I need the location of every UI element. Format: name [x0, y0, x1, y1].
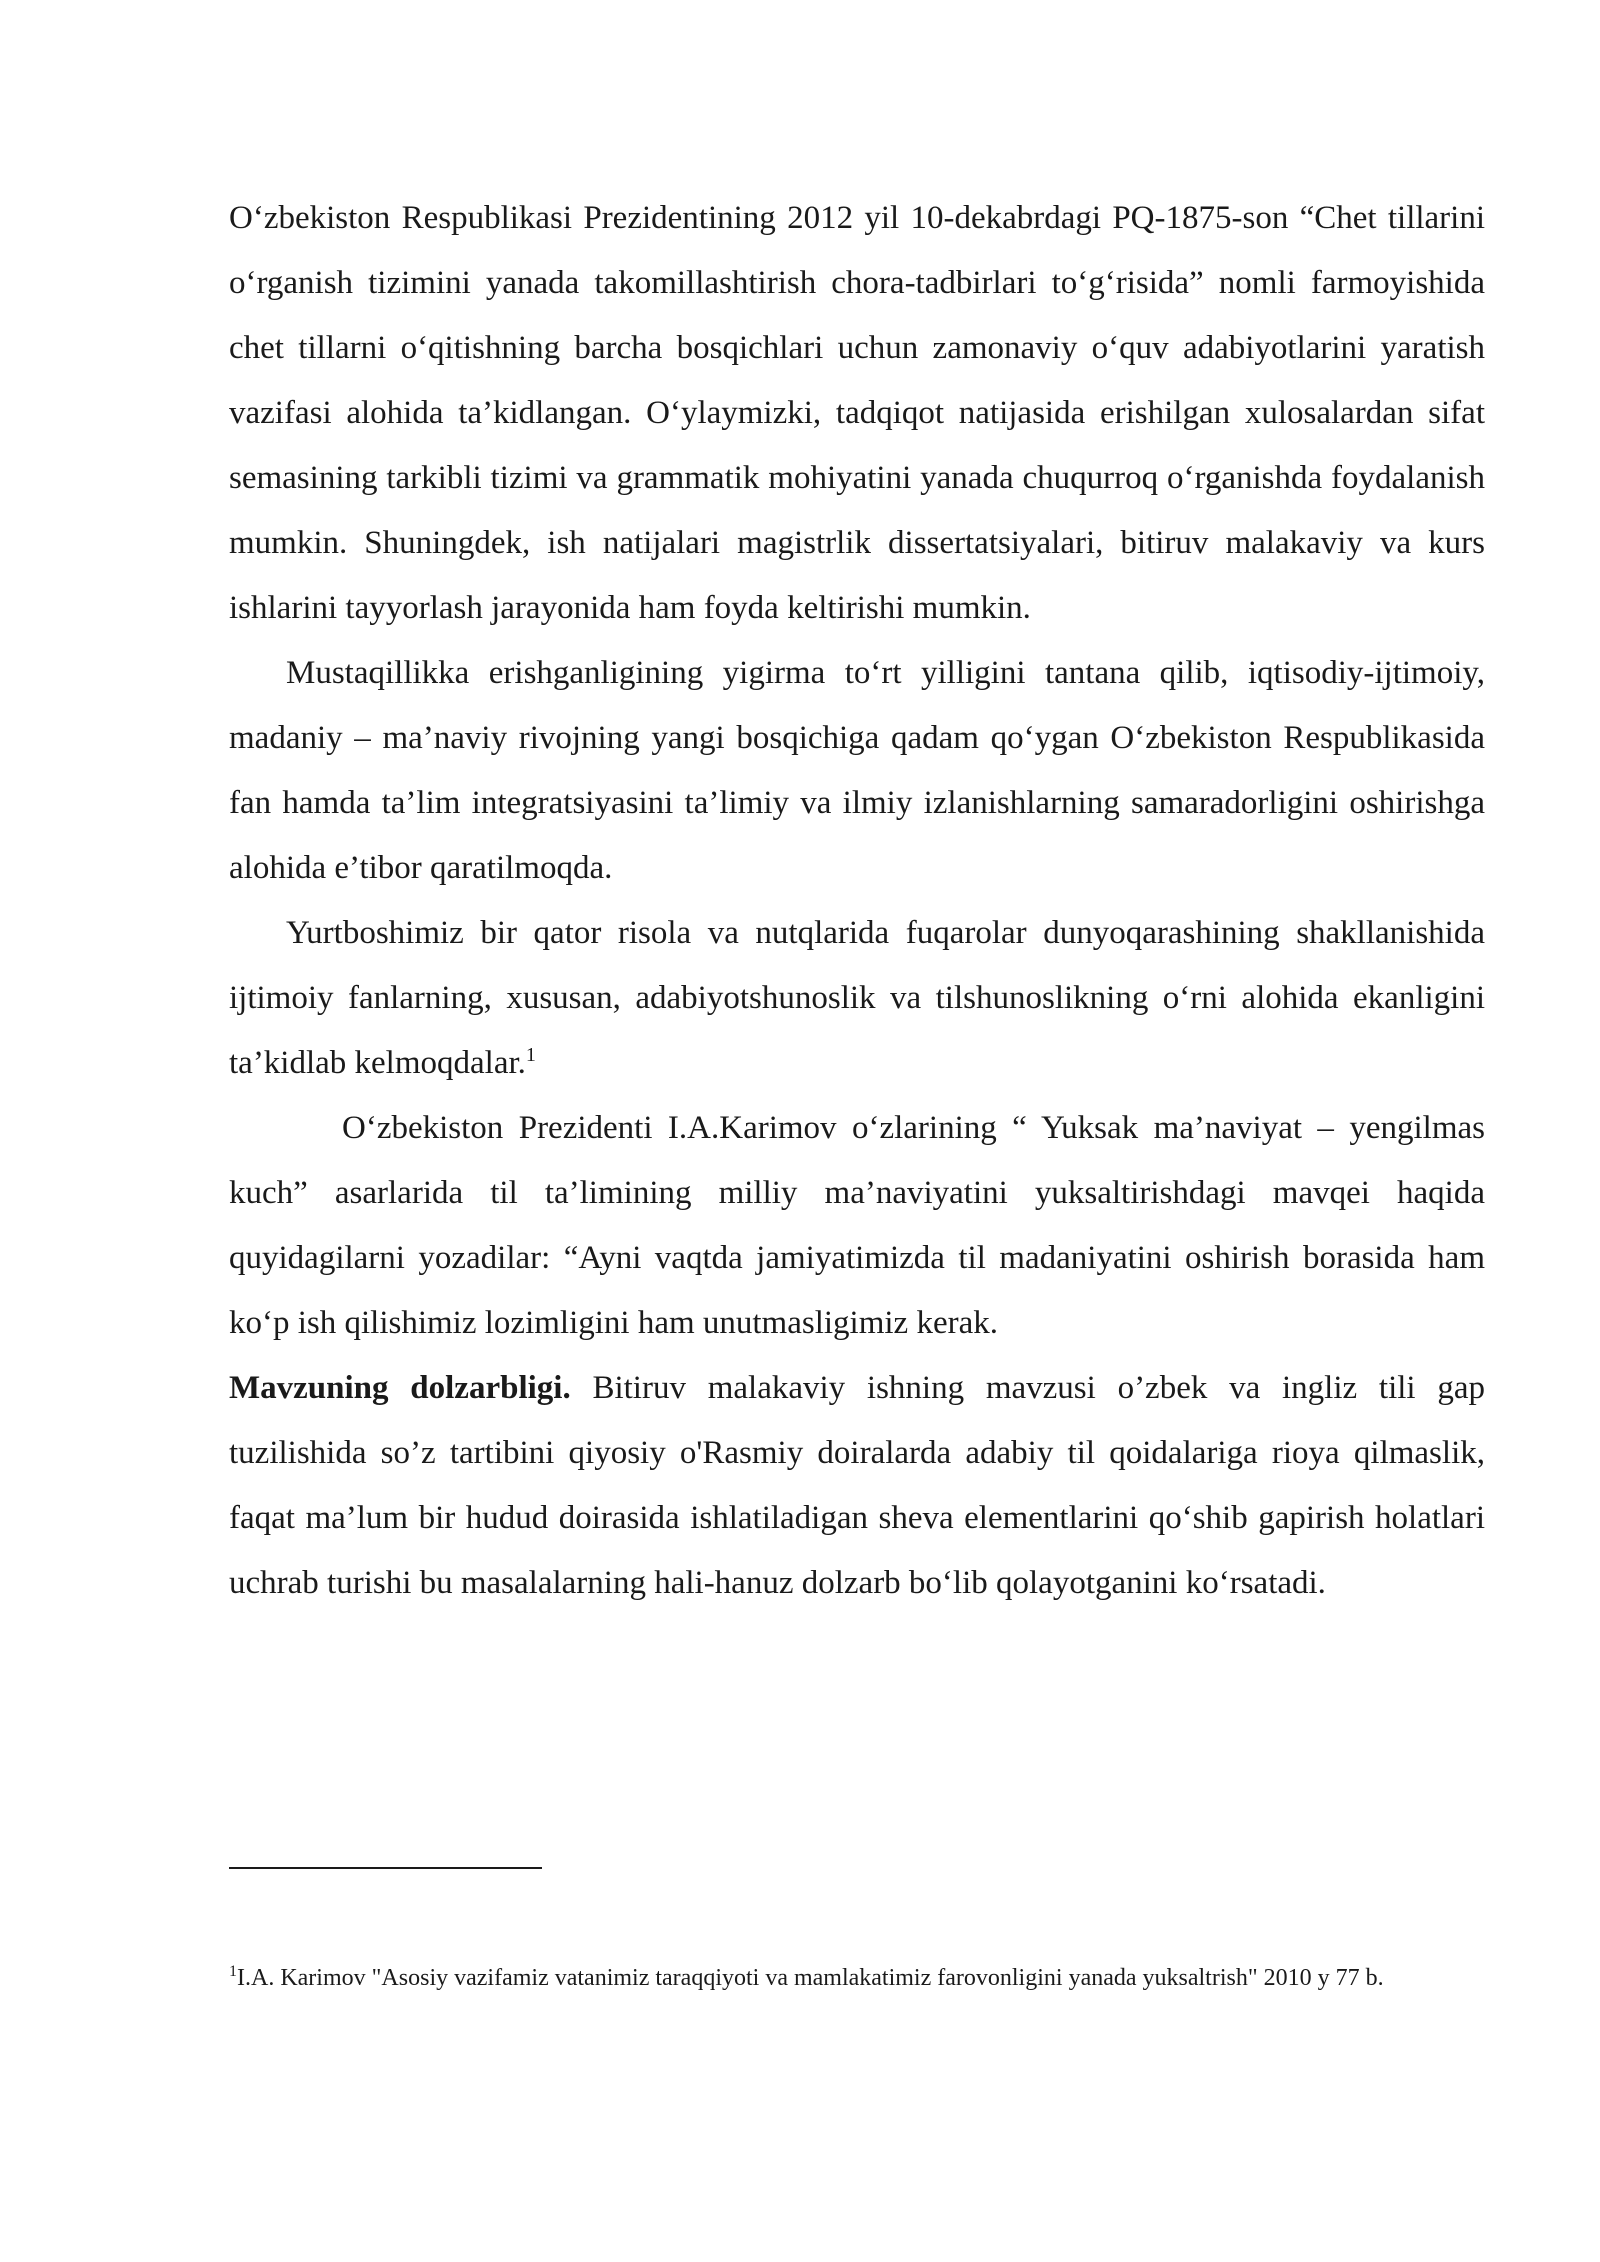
footnote-separator: [229, 1867, 542, 1869]
footnote-marker: 1: [229, 1963, 237, 1980]
footnote: [229, 1950, 1485, 2006]
paragraph-1: O‘zbekiston Respublikasi Prezidentining 2012 yil 10-dekabrdagi PQ-1875-son “Chet tillarini o‘rganish tizimini yanada takomillashtirish chora-tadbirlari to‘g‘risida” nomli farmoyishida chet tillarni o‘qitishning barcha bosqichlari uchun zamonaviy o‘quv adabiyotlarini yaratish vazifasi alohida ta’kidlangan. O‘ylaymizki, tadqiqot natijasida erishilgan xulosalardan sifat semasining tarkibli tizimi va grammatik mohiyatini yanada chuqurroq o‘rganishda foydalanish mumkin. Shuningdek, ish natijalari magistrlik dissertatsiyalari, bitiruv malakaviy va kurs ishlarini tayyorlash jarayonida ham foyda keltirishi mumkin.: [229, 200, 1485, 626]
paragraph-5-text: Bitiruv malakaviy ishning mavzusi o’zbek va ingliz tili gap tuzilishida so’z tartibini qiyosiy o'Rasmiy doiralarda adabiy til qoidalariga rioya qilmaslik, faqat ma’lum bir hudud doirasida ishlatiladigan sheva elementlarini qo‘shib gapirish holatlari uchrab turishi bu masalalarning hali-hanuz dolzarb bo‘lib qolayotganini ko‘rsatadi.: [229, 1370, 1485, 1601]
section-heading: Mavzuning dolzarbligi.: [229, 1370, 571, 1406]
paragraph-3: [229, 901, 1485, 1096]
paragraph-3-text: Yurtboshimiz bir qator risola va nutqlarida fuqarolar dunyoqarashining shakllanishida ijtimoiy fanlarning, xususan, adabiyotshunoslik va tilshunoslikning o‘rni alohida ekanligini ta’kidlab kelmoqdalar.: [229, 915, 1485, 1081]
paragraph-2: Mustaqillikka erishganligining yigirma to‘rt yilligini tantana qilib, iqtisodiy-ijtimoiy, madaniy – ma’naviy rivojning yangi bosqichiga qadam qo‘ygan O‘zbekiston Respublikasida fan hamda ta’lim integratsiyasini ta’limiy va ilmiy izlanishlarning samaradorligini oshirishga alohida e’tibor qaratilmoqda.: [229, 655, 1485, 886]
paragraph-5: [229, 1356, 1485, 1616]
paragraph-4: O‘zbekiston Prezidenti I.A.Karimov o‘zlarining “ Yuksak ma’naviyat – yengilmas kuch” asarlarida til ta’limining milliy ma’naviyatini yuksaltirishdagi mavqei haqida quyidagilarni yozadilar: “Ayni vaqtda jamiyatimizda til madaniyatini oshirish borasida ham ko‘p ish qilishimiz lozimligini ham unutmasligimiz kerak.: [229, 1110, 1485, 1341]
body-text: [229, 186, 1485, 1616]
footnote-reference[interactable]: 1: [525, 1044, 536, 1066]
footnote-text: I.A. Karimov "Asosiy vazifamiz vatanimiz taraqqiyoti va mamlakatimiz farovonligini yanada yuksaltrish" 2010 y 77 b.: [237, 1965, 1384, 1991]
